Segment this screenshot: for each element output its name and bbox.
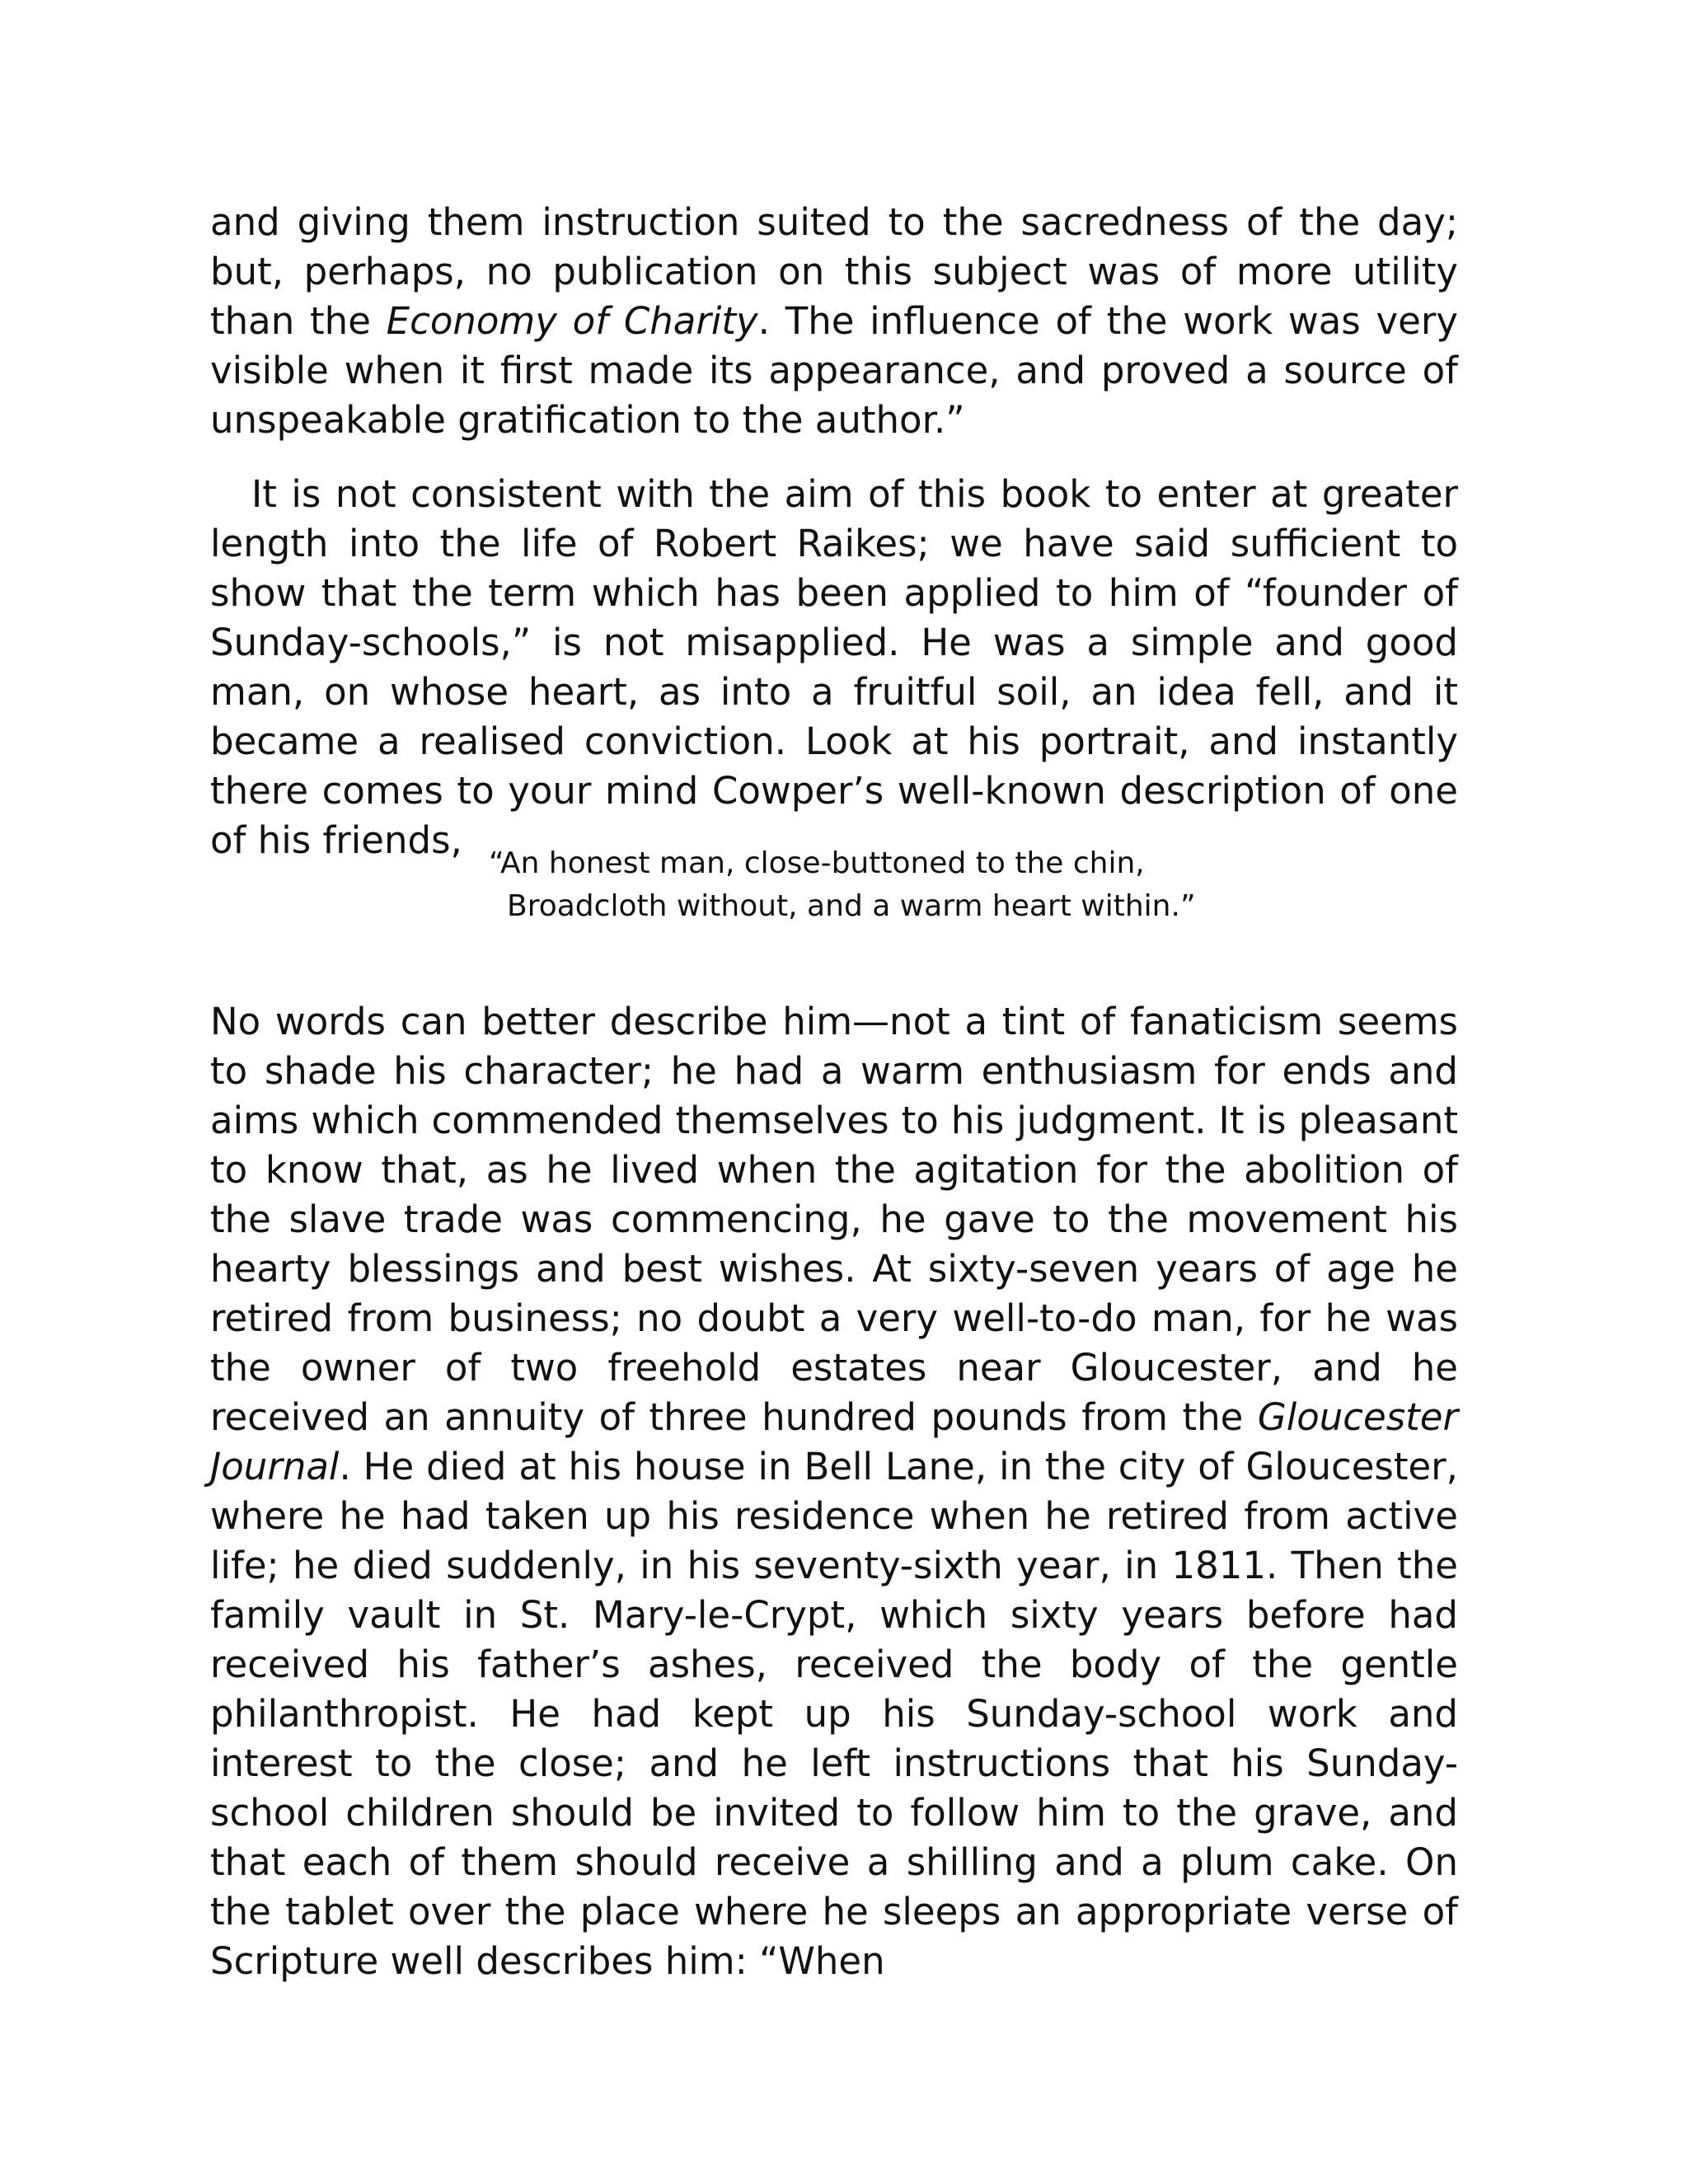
- paragraph-text: . The influence of the work was very visible when it first made its appearance, and proved a source of unspeakable gratification to the author.”: [210, 299, 1458, 442]
- verse-line-2: Broadcloth without, and a warm heart within.”: [507, 889, 1196, 923]
- verse-line-1: “An honest man, close-buttoned to the chin,: [489, 846, 1145, 880]
- book-title-economy-of-charity: Economy of Charity: [386, 299, 758, 343]
- newspaper-title-gloucester-journal: Gloucester Journal: [210, 1395, 1458, 1488]
- paragraph-text: . He died at his house in Bell Lane, in the city of Gloucester, where he had taken up his residence when he retired from active life; he died suddenly, in his seventy-sixth year, in 1811. Then the family vault in St. Mary-le-Crypt, which sixty years before had received his father’s ashes, received the body of the gentle philanthropist. He had kept up his Sunday-school work and interest to the close; and he left instructions that his Sunday-school children should be invited to follow him to the grave, and that each of them should receive a shilling and a plum cake. On the tablet over the place where he sleeps an appropriate verse of Scripture well describes him: “When: [210, 1445, 1458, 1983]
- paragraph-text: and giving them instruction suited to the sacredness of the day; but, perhaps, no publication on this subject was of more utility than the: [210, 200, 1458, 343]
- paragraph-text: No words can better describe him—not a tint of fanaticism seems to shade his character; he had a warm enthusiasm for ends and aims which commended themselves to his judgment. It is pleasant to know that, as he lived when the agitation for the abolition of the slave trade was commencing, he gave to the movement his hearty blessings and best wishes. At sixty-seven years of age he retired from business; no doubt a very well-to-do man, for he was the owner of two freehold estates near Gloucester, and he received an annuity of three hundred pounds from the: [210, 1000, 1458, 1439]
- paragraph-robert-raikes: It is not consistent with the aim of this book to enter at greater length into the life of Robert Raikes; we have said sufficient to show that the term which has been applied to him of “founder of Sunday-schools,” is not misapplied. He was a simple and good man, on whose heart, as into a fruitful soil, an idea fell, and it became a realised conviction. Look at his portrait, and instantly there comes to your mind Cowper’s well-known description of one of his friends,: [210, 472, 1458, 862]
- paragraph-economy-of-charity: [210, 198, 1458, 445]
- cowper-verse-quote: [489, 842, 1313, 928]
- paragraph-character-and-death: [210, 997, 1458, 1986]
